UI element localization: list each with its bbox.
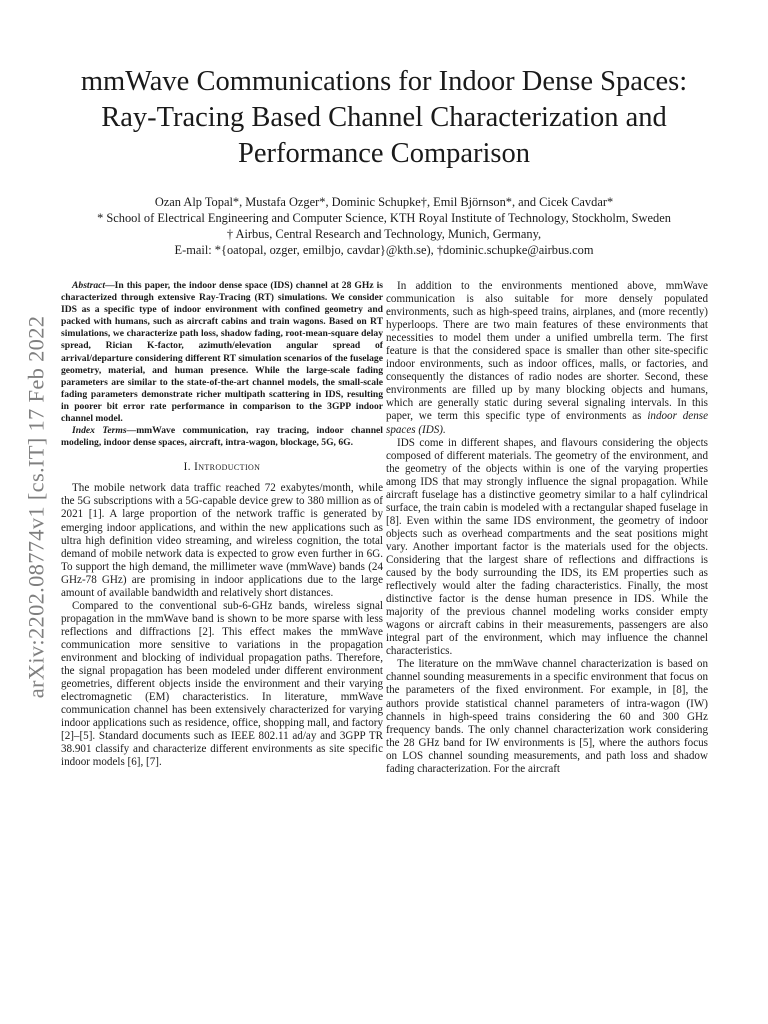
arxiv-stamp: [18, 282, 54, 732]
index-terms-label: Index Terms: [72, 425, 127, 437]
term-ids: indoor dense spaces (IDS).: [386, 410, 709, 436]
arxiv-id: arXiv:2202.08774v1 [cs.IT] 17 Feb 2022: [23, 315, 49, 699]
intro-paragraph: Compared to the conventional sub-6-GHz bands, wireless signal propagation in the mmWave band is shown to be more sparse with less reflections and diffractions [2]. This effect makes the mmWave communication more sensitive to variations in the propagation environment and blocking of individual propagation paths. Therefore, the signal propagation has been modeled under different environment geometries, different objects inside the environment and their varying electromagnetic (EM) characteristics. In literature, mmWave communication channel has been extensively characterized for varying indoor applications such as residence, office, shopping mall, and factory [2]–[5]. Standard documents such as IEEE 802.11 ad/ay and 3GPP TR 38.901 classify and characterize different environments as site specific indoor models [6], [7].: [61, 599, 383, 769]
affiliation-kth: * School of Electrical Engineering and Computer Science, KTH Royal Institute of Technology, Stockholm, Sweden: [97, 211, 671, 225]
index-terms-text: —mmWave communication, ray tracing, indoor channel modeling, indoor dense spaces, aircraft, intra-wagon, blockage, 5G, 6G.: [61, 425, 383, 449]
section-number: I.: [183, 461, 191, 474]
abstract: [61, 280, 383, 425]
email-line: E-mail: *{oatopal, ozger, emilbjo, cavdar}@kth.se), †dominic.schupke@airbus.com: [174, 243, 594, 257]
paper-title: mmWave Communications for Indoor Dense Spaces: Ray-Tracing Based Channel Characterization and Performance Comparison: [80, 66, 688, 169]
intro-paragraph: The mobile network data traffic reached 72 exabytes/month, while the 5G subscriptions with a 5G-capable device grew to 380 million as of 2021 [1]. A large proportion of the network traffic is generated by emerging indoor applications, and within the new applications such as ultra high definition video streaming, and wireless cognition, the total demand of mobile network data is expected to grow even further in 6G. To support the high demand, the millimeter wave (mmWave) bands (24 GHz-78 GHz) are promising in indoor applications due to the large amount of available bandwidth and relatively short distances.: [61, 482, 383, 599]
affiliation-airbus: † Airbus, Central Research and Technology, Munich, Germany,: [226, 227, 542, 241]
body-paragraph: [386, 280, 708, 437]
right-column: [386, 280, 708, 776]
left-column: [61, 280, 383, 769]
author-block: [60, 194, 708, 258]
abstract-label: Abstract: [72, 280, 106, 291]
body-paragraph: The literature on the mmWave channel characterization is based on channel sounding measurements in a specific environment that focus on the parameters of the fixed environment. For example, in [8], the authors provide statistical channel parameters of intra-wagon (IW) channels in high-speed trains considering the 60 and 300 GHz frequency bands. The only channel characterization work considering the 28 GHz band for IW environments is [5], where the authors focus on LOS channel sounding measurements, and path loss and shadow fading characterization. For the aircraft: [386, 658, 708, 775]
body-paragraph-text: In addition to the environments mentioned above, mmWave communication is also suitable for more densely populated environments, such as high-speed trains, airplanes, and (more recently) hyperloops. There are two main features of these environments that necessities to model them under a unified umbrella term. The first feature is that the considered space is smaller than other site-specific indoor environments, such as indoor offices, malls, or factories, and consequently the distances of radio nodes are shorter. Second, these environments are filled up by many blocking objects and humans, which are generally static during several signaling intervals. In this paper, we term this specific type of environments as: [386, 280, 708, 423]
author-names: Ozan Alp Topal*, Mustafa Ozger*, Dominic Schupke†, Emil Björnson*, and Cicek Cavdar*: [154, 195, 614, 209]
index-terms: [61, 425, 383, 449]
section-heading: [61, 461, 383, 474]
body-paragraph: IDS come in different shapes, and flavours considering the objects composed of different materials. The geometry of the environment, and the geometry of the objects within is one of the varying properties among IDS that may strongly influence the signal propagation. While aircraft fuselage has a distinctive geometry similar to a half cylindrical surface, the train cabin is modeled with a rectangular shaped fuselage in [8]. Even within the same IDS environment, the geometry of indoor objects such as overhead compartments and the seat positions might vary. Another important factor is the materials used for the objects. Considering that the largest share of reflections and diffractions is caused by the body surrounding the IDS, its EM properties such as reflectively would alter the fading characteristics. Finally, the most distinctive factor is the dense human presence in IDS. While the majority of the previous channel modeling works consider empty wagons or aircraft cabins in their measurements, passengers are also integral part of the environment, which may influence the channel characteristics.: [386, 436, 708, 658]
abstract-text: —In this paper, the indoor dense space (IDS) channel at 28 GHz is characterized through extensive Ray-Tracing (RT) simulations. We consider IDS as a specific type of indoor environment with confined geometry and packed with humans, such as aircraft cabins and train wagons. Based on RT simulations, we characterize path loss, shadow fading, root-mean-square delay spread, Rician K-factor, azimuth/elevation angular spread of arrival/departure considering different RT simulation scenarios of the fuselage geometry, material, and human presence. While the large-scale fading parameters are similar to the state-of-the-art channel models, the small-scale fading parameters demonstrate richer multipath scattering in IDS, resulting in poorer bit error rate performance in comparison to the 3GPP indoor channel model.: [61, 280, 383, 425]
section-title: Introduction: [194, 461, 261, 474]
